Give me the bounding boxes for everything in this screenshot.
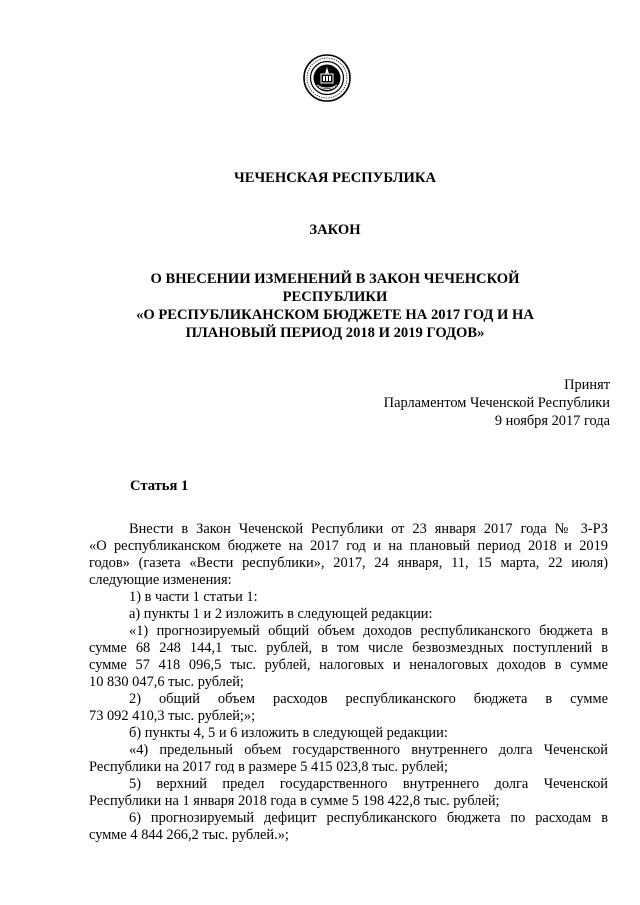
body-line: «4) предельный объем государственного внутреннего долга Чеченской (129, 742, 608, 758)
adopted-label: Принят (564, 377, 610, 393)
adopted-date: 9 ноября 2017 года (494, 413, 610, 429)
body-line: «О республиканском бюджете на 2017 год и на плановый период 2018 и 2019 (89, 538, 608, 554)
body-line: Внести в Закон Чеченской Республики от 23 января 2017 года № 3-РЗ (129, 521, 608, 537)
article-body (89, 521, 608, 844)
chechen-republic-emblem-icon (303, 54, 351, 102)
body-line: б) пункты 4, 5 и 6 изложить в следующей редакции: (129, 725, 448, 741)
law-title (110, 270, 560, 342)
adoption-block (384, 376, 610, 430)
law-title-line: «О РЕСПУБЛИКАНСКОМ БЮДЖЕТЕ НА 2017 ГОД И НА (136, 307, 534, 323)
body-line: сумме 68 248 144,1 тыс. рублей, в том числе безвозмездных поступлений в (89, 640, 608, 656)
body-line: сумме 4 844 266,2 тыс. рублей.»; (89, 827, 289, 843)
body-line: а) пункты 1 и 2 изложить в следующей редакции: (129, 606, 433, 622)
body-line: 1) в части 1 статьи 1: (129, 589, 258, 605)
body-line: 5) верхний предел государственного внутреннего долга Чеченской (129, 776, 608, 792)
body-line: годов» (газета «Вести республики», 2017, 24 января, 11, 15 марта, 22 июля) (89, 555, 608, 571)
article-heading: Статья 1 (130, 478, 189, 494)
body-line: Республики на 1 января 2018 года в сумме 5 198 422,8 тыс. рублей; (89, 793, 500, 809)
body-line: 6) прогнозируемый дефицит республиканского бюджета по расходам в (129, 810, 608, 826)
document-type-heading: ЗАКОН (309, 222, 361, 238)
republic-heading: ЧЕЧЕНСКАЯ РЕСПУБЛИКА (234, 170, 436, 186)
body-line: «1) прогнозируемый общий объем доходов республиканского бюджета в (129, 623, 608, 639)
law-title-line: ПЛАНОВЫЙ ПЕРИОД 2018 И 2019 ГОДОВ» (185, 325, 485, 341)
body-line: сумме 57 418 096,5 тыс. рублей, налоговых и неналоговых доходов в сумме (89, 657, 608, 673)
body-line: 2) общий объем расходов республиканского бюджета в сумме (129, 691, 608, 707)
body-line: следующие изменения: (89, 572, 232, 588)
adopted-by: Парламентом Чеченской Республики (383, 395, 610, 411)
body-line: 73 092 410,3 тыс. рублей;»; (89, 708, 256, 724)
body-line: Республики на 2017 год в размере 5 415 023,8 тыс. рублей; (89, 759, 448, 775)
law-title-line: О ВНЕСЕНИИ ИЗМЕНЕНИЙ В ЗАКОН ЧЕЧЕНСКОЙ РЕСПУБЛИКИ (150, 271, 520, 305)
body-line: 10 830 047,6 тыс. рублей; (89, 674, 244, 690)
